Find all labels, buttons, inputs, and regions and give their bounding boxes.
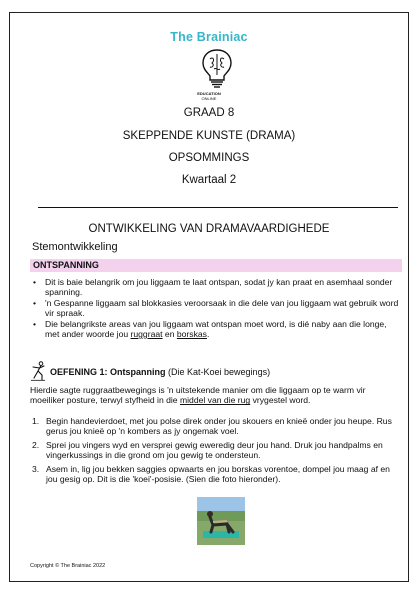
bullet-text-mid: en — [162, 329, 177, 340]
exercise-label: OEFENING 1: Ontspanning — [50, 367, 166, 377]
bullet-text-pre: Die belangrikste areas van jou liggaam wat ontspan moet word, is dié naby aan die longe, met ander woorde jou — [45, 318, 387, 340]
topic-bar — [30, 259, 402, 272]
stretching-person-icon — [30, 361, 46, 381]
step-number: 3. — [32, 463, 40, 474]
step-text: Asem in, lig jou bekken saggies opwaarts en jou borskas vorentoe, dompel jou maag af en jou gesig op. Dit is die 'koei'-posisie. (Sien die foto hieronder). — [46, 463, 390, 485]
list-item — [30, 416, 402, 437]
underlined-term-borskas: borskas — [176, 329, 207, 340]
list-item — [30, 277, 402, 298]
exercise-suffix: (Die Kat-Koei bewegings) — [165, 367, 271, 377]
list-item — [30, 440, 402, 461]
logo-caption-line1: EDUCATION — [197, 91, 221, 96]
exercise-intro — [30, 385, 402, 406]
step-number: 2. — [32, 439, 40, 450]
topic-bar-label: ONTSPANNING — [33, 260, 99, 270]
doc-type-heading: OPSOMMINGS — [168, 152, 250, 164]
step-text: Begin handevierdoet, met jou polse direk onder jou skouers en knieë onder jou heupe. Rus gerus jou knieë op 'n kombers as jy ongemak voel. — [46, 416, 392, 437]
list-item — [30, 298, 402, 319]
section-title: ONTWIKKELING VAN DRAMAVAARDIGHEDE — [88, 223, 330, 235]
list-item — [30, 319, 402, 340]
grade-heading: GRAAD 8 — [183, 107, 235, 119]
step-text: Sprei jou vingers wyd en versprei gewig eweredig deur jou hand. Druk jou handpalms en vingerkussings in die grond om jou gewig te ondersteun. — [46, 439, 383, 461]
bullet-text: 'n Gespanne liggaam sal blokkasies veroorsaak in die dele van jou liggaam wat gebruik word vir spraak. — [45, 297, 399, 319]
bullet-list — [30, 277, 402, 339]
document-page — [9, 12, 409, 582]
lightbulb-brain-logo-icon — [200, 47, 234, 91]
bullet-text-post: . — [206, 329, 210, 340]
copyright-footer: Copyright © The Brainiac 2022 — [30, 563, 106, 569]
term-heading: Kwartaal 2 — [181, 174, 237, 186]
logo-caption — [10, 91, 408, 101]
step-number: 1. — [32, 416, 40, 426]
intro-text-post: vrygestel word. — [250, 395, 311, 406]
bullet-text: Dit is baie belangrik om jou liggaam te laat ontspan, sodat jy kan praat en asemhaal sonder spanning. — [45, 277, 393, 298]
exercise-heading — [30, 361, 402, 381]
subject-heading: SKEPPENDE KUNSTE (DRAMA) — [122, 130, 296, 142]
logo-caption-line2: ONLINE — [201, 96, 217, 101]
steps-list — [30, 416, 402, 487]
brand-title: The Brainiac — [170, 30, 248, 44]
cow-pose-photo — [197, 497, 245, 545]
underlined-term-ruggraat: ruggraat — [130, 329, 163, 340]
subheading: Stemontwikkeling — [32, 241, 118, 253]
divider — [38, 207, 398, 208]
intro-text-pre: Hierdie sagte ruggraatbewegings is 'n uitstekende manier om die liggaam op te warm vir moeiliker posture, terwyl styfheid in die — [30, 385, 366, 406]
list-item — [30, 464, 402, 485]
exercise-title — [50, 367, 270, 377]
underlined-term-middle-back: middel van die rug — [179, 395, 251, 406]
